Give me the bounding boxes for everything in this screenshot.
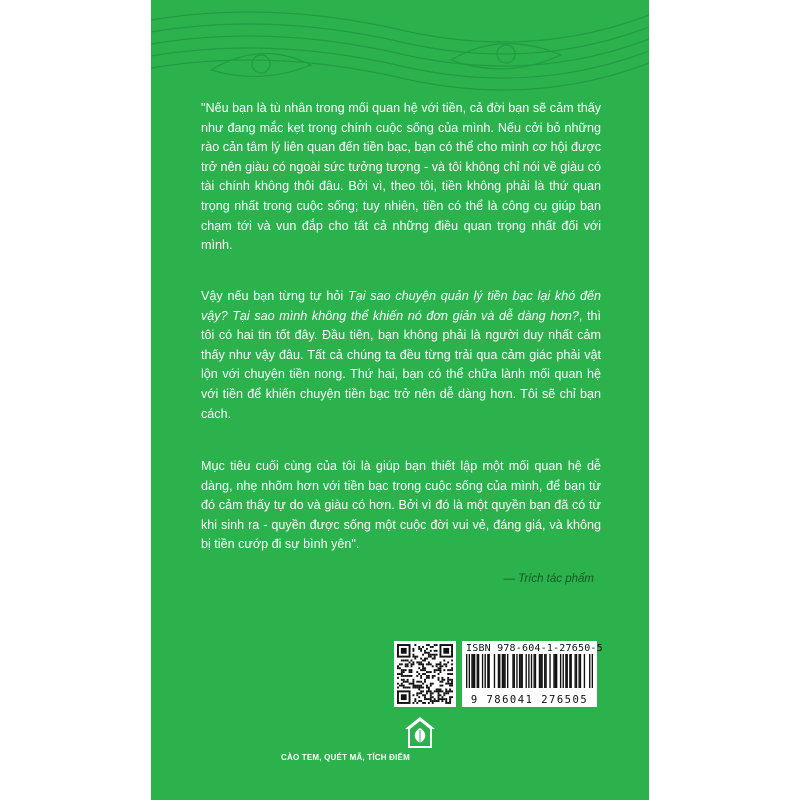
publisher-house-leaf-logo-icon xyxy=(403,715,437,751)
qr-code xyxy=(394,641,456,707)
quote-paragraph-2 xyxy=(201,287,601,424)
attribution: — Trích tác phẩm xyxy=(503,573,594,585)
paragraph-2-lead: Vậy nếu bạn từng tự hỏi xyxy=(201,289,349,303)
paragraph-2-italic: Tại sao chuyện quản lý tiền bạc lại khó đến vậy? Tại sao mình không thể khiến nó đơn giản và dễ dàng hơn? xyxy=(201,289,601,323)
barcode-bars xyxy=(466,654,593,688)
qr-code-icon xyxy=(397,644,453,704)
barcode-digits: 9 786041 276505 xyxy=(470,694,589,706)
scan-label: CÀO TEM, QUÉT MÃ, TÍCH ĐIỂM xyxy=(281,753,410,762)
isbn-label: ISBN 978-604-1-27650-5 xyxy=(466,643,603,654)
paragraph-1-text: "Nếu bạn là tù nhân trong mối quan hệ với tiền, cả đời bạn sẽ cảm thấy như đang mắc kẹt trong chính cuộc sống của mình. Nếu cởi bỏ những rào cản tâm lý liên quan đến tiền bạc, bạn có thể cho mình cơ hội được trở nên giàu có ngoài sức tưởng tượng - và tôi không chỉ nói về giàu có tài chính không thôi đâu. Bởi vì, theo tôi, tiền không phải là thứ quan trọng nhất trong cuộc sống; tuy nhiên, tiền có thể là công cụ giúp bạn chạm tới và vun đắp cho tất cả những điều quan trọng nhất đối với mình. xyxy=(201,101,601,253)
book-back-cover xyxy=(151,0,649,800)
isbn-barcode xyxy=(462,641,603,707)
quote-paragraph-1 xyxy=(201,99,601,256)
quote-paragraph-3 xyxy=(201,457,601,555)
paragraph-3-text: Mục tiêu cuối cùng của tôi là giúp bạn thiết lập một mối quan hệ dễ dàng, nhẹ nhõm hơn với tiền bạc trong cuộc sống của mình, để bạn từ đó cảm thấy tự do và giàu có hơn. Bởi vì đó là một quyền bạn đã có từ khi sinh ra - quyền được sống một cuộc đời vui vẻ, đáng giá, và không bị tiền cướp đi sự bình yên". xyxy=(201,459,601,552)
paragraph-2-rest: , thì tôi có hai tin tốt đây. Đầu tiên, bạn không phải là người duy nhất cảm thấy như vậy đâu. Tất cả chúng ta đều từng trải qua cảm giác phải vật lộn với chuyện tiền nong. Thứ hai, bạn có thể chữa lành mối quan hệ với tiền để khiến chuyện tiền bạc trở nên dễ dàng hơn. Tôi sẽ chỉ bạn cách. xyxy=(201,308,602,421)
